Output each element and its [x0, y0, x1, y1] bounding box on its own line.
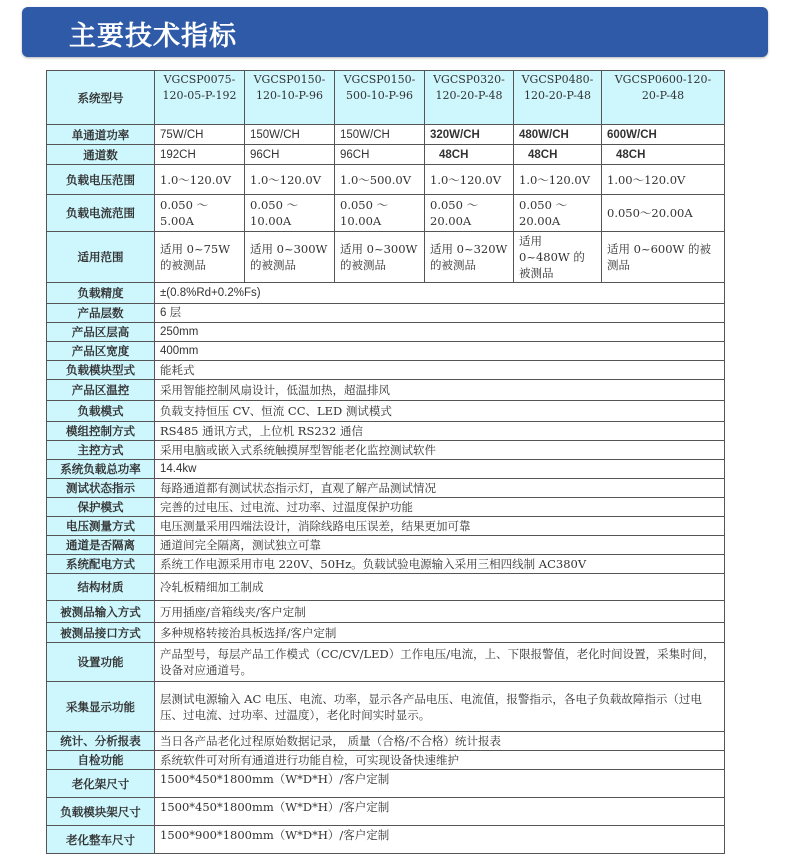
- row-value: 产品型号，每层产品工作模式（CC/CV/LED）工作电压/电流，上、下限报警值，老化时间设置，采集时间，设备对应通道号。: [155, 643, 725, 682]
- row-value: 多种规格转接治具板选择/客户定制: [155, 623, 725, 643]
- row-value: 采用电脑或嵌入式系统触摸屏型智能老化监控测试软件: [155, 441, 725, 460]
- model-cell: VGCSP0150-120-10-P-96: [245, 71, 335, 125]
- model-cell: VGCSP0480-120-20-P-48: [514, 71, 602, 125]
- table-row: [47, 441, 725, 460]
- row-value: 冷轧板精细加工制成: [155, 574, 725, 601]
- row-label: 结构材质: [47, 574, 155, 601]
- table-row: [47, 145, 725, 165]
- row-label: 通道是否隔离: [47, 536, 155, 555]
- row-value: 完善的过电压、过电流、过功率、过温度保护功能: [155, 498, 725, 517]
- row-label: 模组控制方式: [47, 422, 155, 441]
- row-label: 产品区宽度: [47, 342, 155, 361]
- row-value: 系统工作电源采用市电 220V、50Hz。负载试验电源输入采用三相四线制 AC380V: [155, 555, 725, 574]
- table-row: [47, 401, 725, 422]
- table-row: [47, 283, 725, 304]
- row-label: 负载模块架尺寸: [47, 798, 155, 826]
- row-label: 负载模块型式: [47, 361, 155, 380]
- cell: 1.0～120.0V: [514, 165, 602, 195]
- cell: 适用 0~320W 的被测品: [425, 232, 514, 283]
- common-rows: [47, 283, 725, 854]
- table-row: [47, 361, 725, 380]
- cell: 600W/CH: [602, 125, 725, 145]
- cell: 150W/CH: [245, 125, 335, 145]
- row-label: 保护模式: [47, 498, 155, 517]
- table-row: [47, 536, 725, 555]
- row-value: 层测试电源输入 AC 电压、电流、功率，显示各产品电压、电流值，报警指示，各电子负载故障指示（过电压、过电流、过功率、过温度），老化时间实时显示。: [155, 682, 725, 732]
- row-label: 自检功能: [47, 751, 155, 770]
- cell: 1.00～120.0V: [602, 165, 725, 195]
- row-label: 产品层数: [47, 304, 155, 323]
- cell: 适用 0~480W 的被测品: [514, 232, 602, 283]
- cell: 1.0～500.0V: [335, 165, 425, 195]
- row-value: 负载支持恒压 CV、恒流 CC、LED 测试模式: [155, 401, 725, 422]
- table-row: [47, 623, 725, 643]
- row-label: 负载模式: [47, 401, 155, 422]
- cell: 0.050 ～ 20.00A: [514, 195, 602, 232]
- cell: 192CH: [155, 145, 245, 165]
- row-value: 当日各产品老化过程原始数据记录， 质量（合格/不合格）统计报表: [155, 732, 725, 751]
- cell: 480W/CH: [514, 125, 602, 145]
- table-row: [47, 682, 725, 732]
- row-label: 系统负载总功率: [47, 460, 155, 479]
- row-label: 电压测量方式: [47, 517, 155, 536]
- row-label: 被测品输入方式: [47, 601, 155, 623]
- row-label: 老化架尺寸: [47, 770, 155, 798]
- row-value: 通道间完全隔离，测试独立可靠: [155, 536, 725, 555]
- section-title: 主要技术指标: [69, 21, 237, 52]
- cell: 320W/CH: [425, 125, 514, 145]
- table-row: [47, 601, 725, 623]
- cell: 1.0～120.0V: [425, 165, 514, 195]
- cell: 75W/CH: [155, 125, 245, 145]
- row-label: 采集显示功能: [47, 682, 155, 732]
- table-row: [47, 232, 725, 283]
- table-row: [47, 643, 725, 682]
- table-row-model: [47, 71, 725, 125]
- row-value: 电压测量采用四端法设计，消除线路电压误差，结果更加可靠: [155, 517, 725, 536]
- cell: 96CH: [245, 145, 335, 165]
- model-cell: VGCSP0150-500-10-P-96: [335, 71, 425, 125]
- row-value: 400mm: [155, 342, 725, 361]
- row-label: 被测品接口方式: [47, 623, 155, 643]
- table-row: [47, 125, 725, 145]
- row-label: 测试状态指示: [47, 479, 155, 498]
- table-row: [47, 342, 725, 361]
- table-row: [47, 460, 725, 479]
- row-value: 6 层: [155, 304, 725, 323]
- row-label: 适用范围: [47, 232, 155, 283]
- row-label: 系统配电方式: [47, 555, 155, 574]
- cell: 48CH: [602, 145, 725, 165]
- cell: 适用 0~300W 的被测品: [245, 232, 335, 283]
- cell: 0.050 ～ 10.00A: [335, 195, 425, 232]
- cell: 96CH: [335, 145, 425, 165]
- row-label: 负载电流范围: [47, 195, 155, 232]
- row-value: 每路通道都有测试状态指示灯，直观了解产品测试情况: [155, 479, 725, 498]
- table-row: [47, 770, 725, 798]
- table-row: [47, 323, 725, 342]
- cell: 0.050 ～ 5.00A: [155, 195, 245, 232]
- row-label: 负载精度: [47, 283, 155, 304]
- row-label: 统计、分析报表: [47, 732, 155, 751]
- table-row: [47, 165, 725, 195]
- row-label: 单通道功率: [47, 125, 155, 145]
- row-label: 通道数: [47, 145, 155, 165]
- row-label: 产品区层高: [47, 323, 155, 342]
- row-label: 设置功能: [47, 643, 155, 682]
- model-cell: VGCSP0320-120-20-P-48: [425, 71, 514, 125]
- table-row: [47, 380, 725, 401]
- row-value: RS485 通讯方式，上位机 RS232 通信: [155, 422, 725, 441]
- row-label: 负载电压范围: [47, 165, 155, 195]
- table-row: [47, 751, 725, 770]
- cell: 48CH: [425, 145, 514, 165]
- row-label: 产品区温控: [47, 380, 155, 401]
- cell: 0.050～20.00A: [602, 195, 725, 232]
- section-banner: [22, 7, 768, 57]
- row-value: 250mm: [155, 323, 725, 342]
- table-row: [47, 479, 725, 498]
- row-value: 1500*450*1800mm（W*D*H）/客户定制: [155, 770, 725, 798]
- table-row: [47, 195, 725, 232]
- cell: 适用 0~300W 的被测品: [335, 232, 425, 283]
- table-row: [47, 304, 725, 323]
- cell: 1.0～120.0V: [155, 165, 245, 195]
- row-value: 1500*900*1800mm（W*D*H）/客户定制: [155, 826, 725, 854]
- row-value: 采用智能控制风扇设计，低温加热，超温排风: [155, 380, 725, 401]
- table-row: [47, 517, 725, 536]
- table-row: [47, 422, 725, 441]
- model-cell: VGCSP0075-120-05-P-192: [155, 71, 245, 125]
- row-value: 能耗式: [155, 361, 725, 380]
- row-label: 老化整车尺寸: [47, 826, 155, 854]
- cell: 48CH: [514, 145, 602, 165]
- cell: 1.0～120.0V: [245, 165, 335, 195]
- cell: 0.050 ～ 20.00A: [425, 195, 514, 232]
- model-cell: VGCSP0600-120-20-P-48: [602, 71, 725, 125]
- spec-table: [46, 70, 725, 854]
- table-row: [47, 732, 725, 751]
- table-row: [47, 826, 725, 854]
- cell: 0.050 ～ 10.00A: [245, 195, 335, 232]
- table-row: [47, 498, 725, 517]
- row-value: 系统软件可对所有通道进行功能自检，可实现设备快速维护: [155, 751, 725, 770]
- row-value: 万用插座/音箱线夹/客户定制: [155, 601, 725, 623]
- row-value: 1500*450*1800mm（W*D*H）/客户定制: [155, 798, 725, 826]
- cell: 适用 0~600W 的被测品: [602, 232, 725, 283]
- row-value: 14.4kw: [155, 460, 725, 479]
- row-value: ±(0.8%Rd+0.2%Fs): [155, 283, 725, 304]
- table-row: [47, 574, 725, 601]
- table-row: [47, 798, 725, 826]
- row-label: 系统型号: [47, 71, 155, 125]
- table-row: [47, 555, 725, 574]
- cell: 适用 0~75W 的被测品: [155, 232, 245, 283]
- cell: 150W/CH: [335, 125, 425, 145]
- row-label: 主控方式: [47, 441, 155, 460]
